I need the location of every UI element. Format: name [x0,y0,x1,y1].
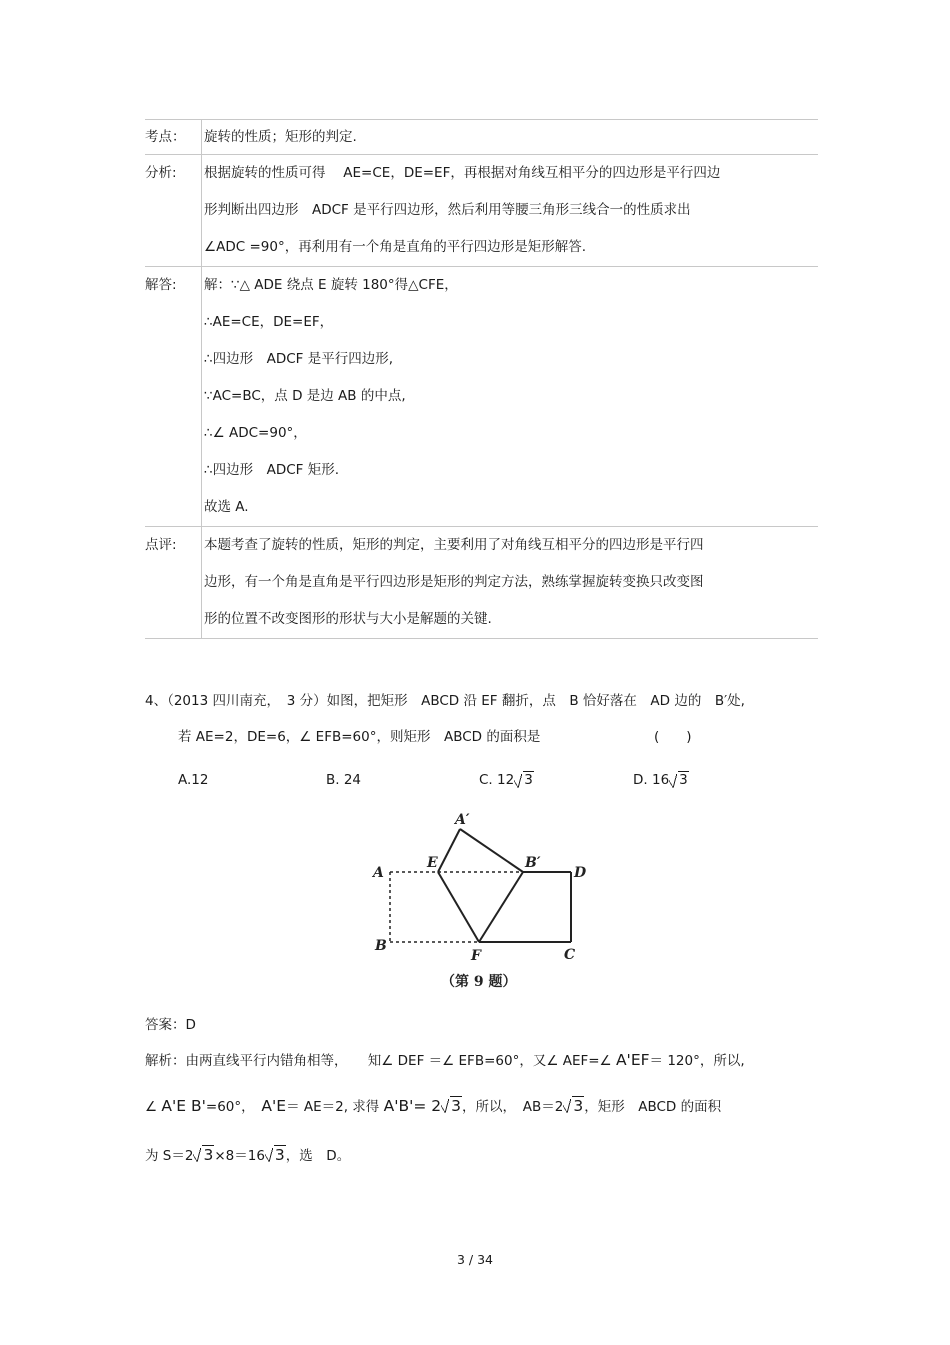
jieda-line: ∴四边形 ADCF 矩形. [204,462,339,478]
sqrt-radicand: 3 [203,1146,214,1164]
jieda-line: 故选 A. [204,499,249,515]
label-d: D [574,865,587,881]
label-a: A [373,865,384,881]
question-line-2: 若 AE=2，DE=6，∠ EFB=60°，则矩形 ABCD 的面积是 [178,729,541,745]
label-dianping-text: 点评: [145,537,177,553]
label-jieda [145,267,202,526]
label-e: E [427,855,438,871]
label-c: C [564,947,576,963]
jiexi-text: 解析：由两直线平行内错角相等， 知∠ DEF ＝∠ EFB=60°，又∠ AEF=∠ [145,1053,612,1069]
row-dianping [145,526,818,639]
option-d [633,772,689,788]
jiexi-math: A'B' [383,1097,414,1115]
jiexi-line-1 [145,1049,745,1069]
jiexi-text: ，所以， AB＝2 [462,1099,564,1115]
sqrt-icon [563,1097,584,1115]
jiexi-math: A'E B' [161,1097,206,1115]
question-line-1: 4、（2013 四川南充， 3 分）如图，把矩形 ABCD 沿 EF 翻折，点 B 恰好落在 AD 边的 B′处, [145,693,745,709]
label-f: F [471,948,481,964]
figure-caption: （第 9 题） [441,974,517,990]
option-b: B. 24 [326,772,362,788]
option-c-text: C. 12 [479,772,515,788]
sqrt-radicand: 3 [274,1146,285,1164]
label-b: B [375,938,387,954]
jiexi-line-3 [145,1144,350,1164]
jiexi-math: A'E [261,1097,287,1115]
line-e-a-prime [438,829,460,872]
page-number: 3 / 34 [456,1252,494,1267]
jiexi-math: A'EF [615,1051,650,1069]
answer-value: D [185,1017,196,1033]
jiexi-text: ＝ AE＝2, 求得 [286,1099,380,1115]
label-fenxi-text: 分析: [145,165,177,181]
sqrt-icon [193,1146,214,1164]
option-c [479,772,534,788]
jieda-line: ∴AE=CE，DE=EF， [204,314,334,330]
label-jieda-text: 解答: [145,277,177,293]
fenxi-line: ∠ADC =90°，再利用有一个角是直角的平行四边形是矩形解答. [204,239,586,255]
jiexi-math: = 2 [413,1097,442,1115]
kaodian-line: 旋转的性质；矩形的判定. [204,129,357,145]
dianping-line: 本题考查了旋转的性质，矩形的判定，主要利用了对角线互相平分的四边形是平行四 [204,537,704,553]
option-d-text: D. 16 [633,772,670,788]
sqrt-radicand: 3 [451,1097,462,1115]
sqrt-radicand: 3 [524,772,533,788]
jieda-line: 解：∵△ ADE 绕点 E 旋转 180°得△CFE， [204,277,458,293]
fenxi-line: 根据旋转的性质可得 AE=CE，DE=EF，再根据对角线互相平分的四边形是平行四边 [204,165,721,181]
answer-label: 答案： [145,1017,186,1033]
jieda-line: ∴四边形 ADCF 是平行四边形, [204,351,393,367]
row-jieda [145,266,818,526]
label-kaodian [145,120,202,154]
label-b-prime: B′ [525,855,541,871]
jiexi-text: ，矩形 ABCD 的面积 [584,1099,722,1115]
dianping-line: 边形，有一个角是直角是平行四边形是矩形的判定方法，熟练掌握旋转变换只改变图 [204,574,704,590]
label-kaodian-text: 考点： [145,129,186,145]
label-dianping [145,527,202,638]
option-a: A.12 [178,772,209,788]
jiexi-text: 为 S＝2 [145,1148,194,1164]
sqrt-radicand: 3 [679,772,688,788]
dianping-line: 形的位置不改变图形的形状与大小是解题的关键. [204,611,492,627]
sqrt-icon [514,772,534,788]
analysis-table [145,119,818,639]
jiexi-line-2 [145,1095,721,1115]
label-fenxi [145,155,202,266]
jiexi-text: ×8＝16 [214,1148,265,1164]
sqrt-icon [265,1146,286,1164]
sqrt-radicand: 3 [573,1097,584,1115]
fenxi-line: 形判断出四边形 ADCF 是平行四边形，然后利用等腰三角形三线合一的性质求出 [204,202,691,218]
line-b-prime-f [479,872,523,942]
geometry-figure [365,808,595,993]
jiexi-text: ＝ 120°，所以, [649,1053,745,1069]
jieda-line: ∴∠ ADC=90°， [204,425,307,441]
answer-parentheses: ( ) [654,729,692,745]
jiexi-text: =60°， [205,1099,248,1115]
row-kaodian [145,119,818,154]
sqrt-icon [441,1097,462,1115]
answer-line [145,1013,196,1033]
jieda-line: ∵AC=BC，点 D 是边 AB 的中点, [204,388,406,404]
line-ef [438,872,479,942]
sqrt-icon [669,772,689,788]
line-a-prime-b-prime [460,829,523,872]
label-a-prime: A′ [455,812,470,828]
jiexi-text: ∠ [145,1099,158,1115]
jiexi-text: ，选 D。 [285,1148,351,1164]
row-fenxi [145,154,818,266]
